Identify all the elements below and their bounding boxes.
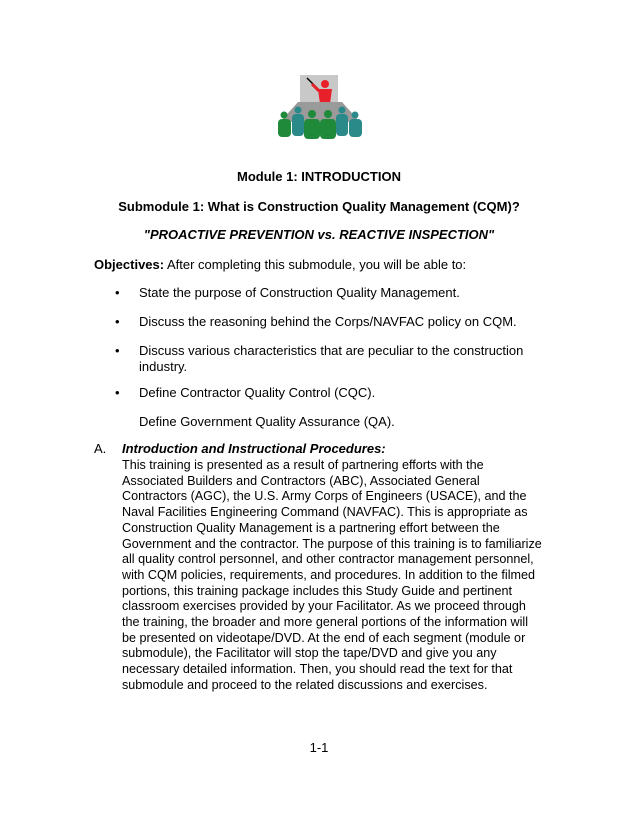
tagline: "PROACTIVE PREVENTION vs. REACTIVE INSPECTION": [143, 227, 495, 242]
objective-item: Define Contractor Quality Control (CQC).: [139, 385, 376, 400]
body-line: This training is presented as a result of partnering efforts with the: [122, 458, 484, 472]
section-body: [122, 458, 542, 694]
presenter-head: [321, 80, 329, 88]
objectives-intro: After completing this submodule, you will be able to:: [164, 257, 467, 272]
page-number: 1-1: [309, 740, 329, 755]
body-line: the training, the broader and more general portions of the information will: [122, 615, 529, 630]
objectives-label: Objectives:: [94, 257, 165, 272]
body-line: Government and the contractor. The purpose of this training is to familiarize: [122, 536, 542, 551]
body-line: submodule), the Facilitator will stop the tape/DVD and give you any: [122, 646, 497, 661]
body-line: Contractors (AGC), the U.S. Army Corps of Engineers (USACE), and the: [122, 489, 527, 504]
body-line: portions, this training package includes this Study Guide and pertinent: [122, 583, 512, 598]
objective-item: Discuss various characteristics that are peculiar to the construction industry.: [139, 343, 524, 374]
module-title: Module 1: INTRODUCTION: [237, 169, 401, 184]
body-line: submodule and proceed to the related discussions and exercises.: [122, 677, 488, 692]
objective-item: State the purpose of Construction Quality Management.: [139, 285, 460, 300]
bullet-symbol: •: [115, 314, 120, 329]
body-line: all quality control personnel, and other contractor management personnel,: [122, 552, 534, 567]
bullet-symbol: •: [115, 285, 120, 300]
section-letter: A.: [94, 441, 107, 456]
bullet-symbol: •: [115, 385, 120, 400]
objective-extra: Define Government Quality Assurance (QA).: [139, 414, 395, 429]
body-line: Naval Facilities Engineering Command (NAVFAC). This is appropriate as: [122, 505, 528, 520]
bullet-symbol: •: [115, 343, 120, 358]
section-title: Introduction and Instructional Procedures:: [122, 441, 386, 456]
classroom-presenter-icon: [272, 72, 366, 142]
body-line: Associated Builders and Contractors (ABC), Associated General: [122, 473, 480, 488]
objectives-heading: [94, 257, 466, 272]
submodule-title: Submodule 1: What is Construction Quality Management (CQM)?: [118, 199, 520, 214]
body-line: classroom exercises provided by your Facilitator. As we proceed through: [122, 599, 526, 614]
body-line: necessary detailed information. Then, you should read the text for that: [122, 662, 513, 677]
body-line: with CQM policies, requirements, and procedures. In addition to the filmed: [122, 567, 535, 582]
body-line: Construction Quality Management is a partnering effort between the: [122, 520, 500, 535]
body-line: be presented on videotape/DVD. At the end of each segment (module or: [122, 630, 526, 645]
presenter-body: [318, 89, 332, 104]
objective-item: Discuss the reasoning behind the Corps/NAVFAC policy on CQM.: [139, 314, 517, 329]
